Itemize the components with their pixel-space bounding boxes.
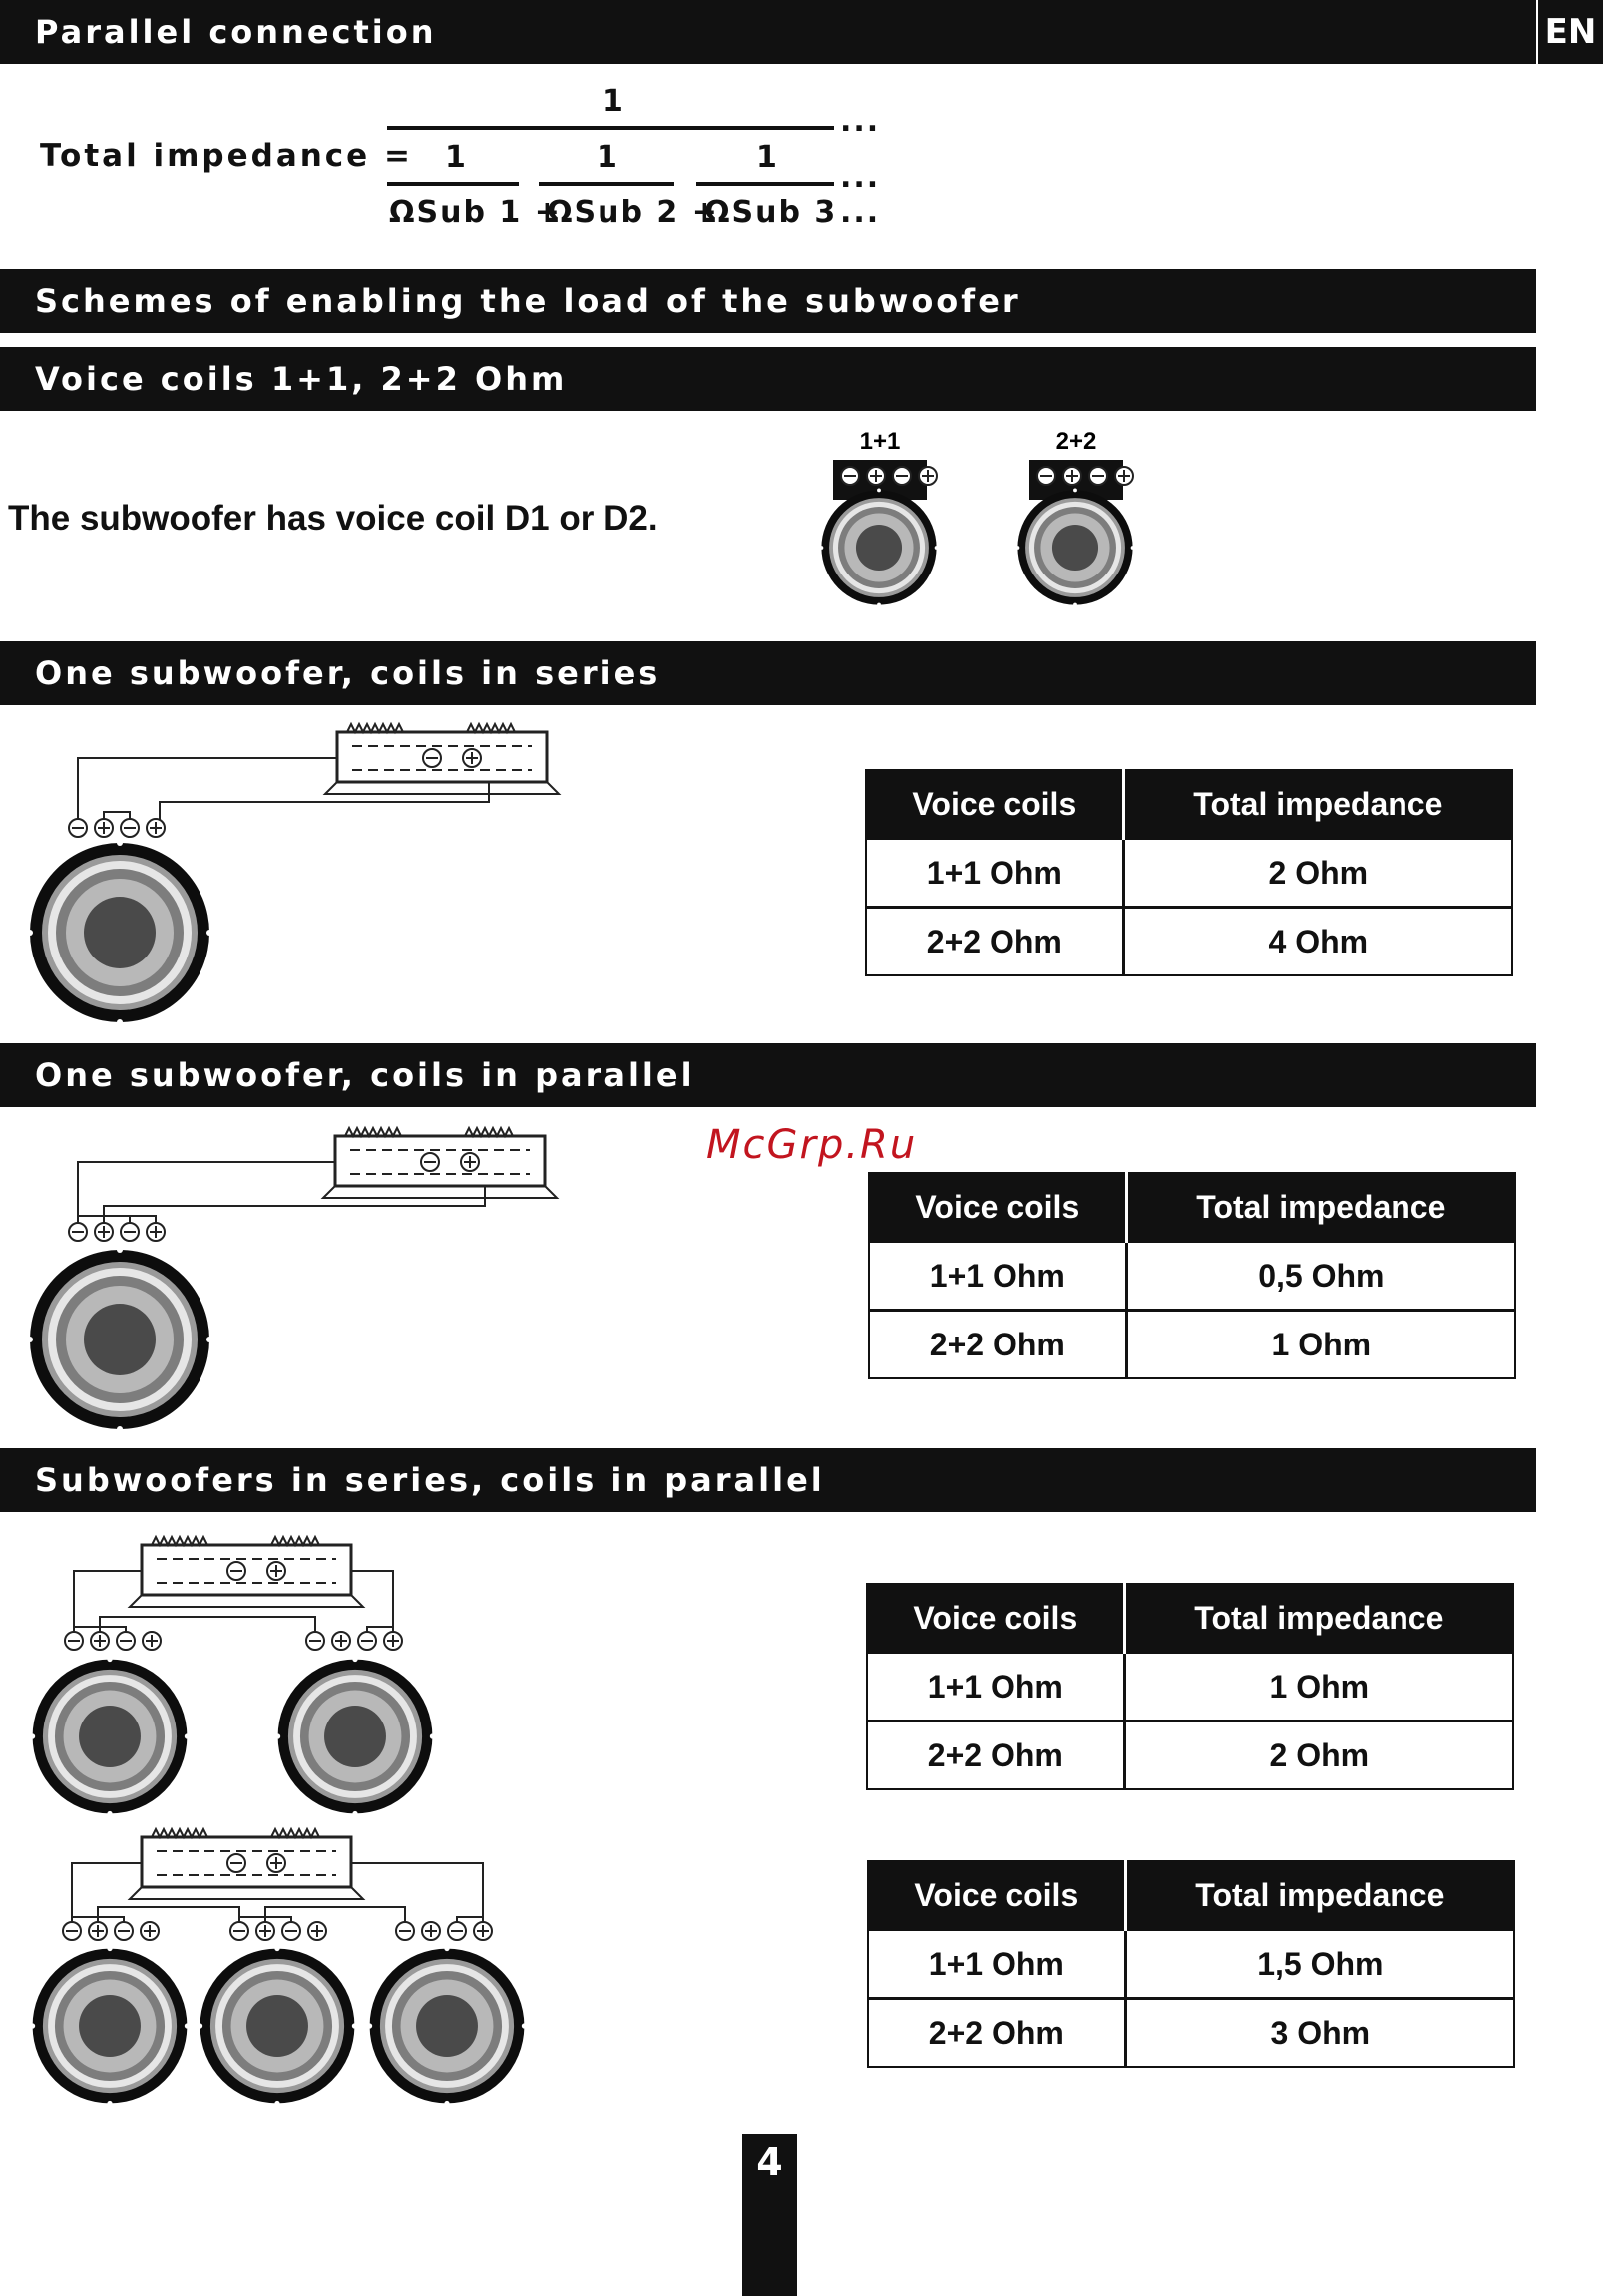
section-bar-voice-coils	[0, 347, 1536, 411]
watermark: McGrp.Ru	[706, 1122, 918, 1168]
cell: 0,5 Ohm	[1126, 1242, 1515, 1311]
subwoofer-icon	[367, 1946, 527, 2105]
cell: 1 Ohm	[1126, 1311, 1515, 1379]
cell: 1+1 Ohm	[867, 1653, 1124, 1722]
col-header: Total impedance	[1126, 1173, 1515, 1242]
section-title: One subwoofer, coils in series	[35, 654, 661, 692]
wire	[351, 1863, 483, 1931]
terminals-icon	[396, 1922, 492, 1940]
subwoofer-icon	[30, 1946, 190, 2105]
table-row	[867, 1722, 1513, 1790]
section-title: Subwoofers in series, coils in parallel	[35, 1461, 825, 1499]
section-bar-subs-series	[0, 1448, 1536, 1512]
subwoofer-icon	[30, 1657, 190, 1816]
cell: 4 Ohm	[1123, 908, 1512, 976]
term-denominator: ΩSub 2 +	[547, 195, 719, 230]
header-bar	[0, 0, 1536, 64]
col-header: Voice coils	[868, 1861, 1125, 1930]
table-row	[866, 839, 1512, 908]
section-title: Schemes of enabling the load of the subwoofer	[35, 282, 1021, 320]
section-bar-schemes	[0, 269, 1536, 333]
wire	[160, 782, 489, 828]
subwoofer-icon	[198, 1946, 357, 2105]
page-number: 4	[742, 2134, 797, 2296]
cell: 2+2 Ohm	[869, 1311, 1126, 1379]
section-bar-one-parallel	[0, 1043, 1536, 1107]
formula-label: Total impedance =	[40, 138, 413, 174]
table-row	[868, 1930, 1514, 1999]
formula-ellipsis: ...	[840, 195, 881, 230]
terminals-icon	[306, 1632, 402, 1650]
formula-main-line	[387, 126, 834, 130]
subwoofer-icon	[27, 1247, 212, 1431]
coil-label-1: 1+1	[859, 428, 901, 455]
terminals-icon	[69, 819, 165, 837]
cell: 1+1 Ohm	[869, 1242, 1126, 1311]
header-title: Parallel connection	[35, 13, 437, 51]
table-row	[869, 1242, 1515, 1311]
col-header: Total impedance	[1125, 1861, 1514, 1930]
formula-ellipsis: ...	[840, 104, 881, 139]
diagram-one-series	[20, 718, 579, 1027]
intro-text: The subwoofer has voice coil D1 or D2.	[8, 499, 658, 538]
term-line	[696, 182, 834, 186]
cell: 1 Ohm	[1124, 1653, 1513, 1722]
term-numerator: 1	[597, 140, 619, 175]
diagram-two-subs	[20, 1531, 479, 1820]
term-line	[539, 182, 674, 186]
subwoofer-icon	[819, 488, 938, 606]
table-row	[867, 1653, 1513, 1722]
amplifier-icon	[130, 1829, 363, 1899]
diagram-one-parallel	[20, 1122, 579, 1431]
section-title: One subwoofer, coils in parallel	[35, 1056, 695, 1094]
term-denominator: ΩSub 3	[704, 195, 838, 230]
col-header: Voice coils	[867, 1584, 1124, 1653]
terminals-icon	[69, 1223, 165, 1241]
amplifier-icon	[325, 724, 559, 794]
coil-label-2: 2+2	[1055, 428, 1097, 455]
term-numerator: 1	[756, 140, 779, 175]
col-header: Voice coils	[869, 1173, 1126, 1242]
coil-type-diagram	[798, 424, 1157, 623]
section-title: Voice coils 1+1, 2+2 Ohm	[35, 360, 568, 398]
table-row	[869, 1311, 1515, 1379]
coil-link	[78, 1216, 156, 1232]
impedance-table-one-series	[865, 769, 1513, 976]
terminals-icon	[63, 1922, 159, 1940]
col-header: Total impedance	[1124, 1584, 1513, 1653]
table-row	[866, 908, 1512, 976]
col-header: Total impedance	[1123, 770, 1512, 839]
wire	[78, 758, 337, 828]
term-numerator: 1	[445, 140, 468, 175]
wire	[78, 1162, 335, 1232]
amplifier-icon	[323, 1128, 557, 1198]
subwoofer-icon	[1015, 488, 1134, 606]
subwoofer-icon	[275, 1657, 435, 1816]
impedance-table-three-subs	[867, 1860, 1515, 2068]
cell: 1,5 Ohm	[1125, 1930, 1514, 1999]
cell: 1+1 Ohm	[866, 839, 1123, 908]
cell: 2+2 Ohm	[868, 1999, 1125, 2068]
formula-ellipsis: ...	[840, 160, 881, 194]
impedance-table-two-subs	[866, 1583, 1514, 1790]
col-header: Voice coils	[866, 770, 1123, 839]
cell: 2 Ohm	[1124, 1722, 1513, 1790]
impedance-formula	[0, 64, 998, 263]
section-bar-one-series	[0, 641, 1536, 705]
cell: 2+2 Ohm	[867, 1722, 1124, 1790]
diagram-three-subs	[20, 1823, 559, 2112]
term-line	[387, 182, 519, 186]
amplifier-icon	[130, 1537, 363, 1607]
subwoofer-icon	[27, 840, 212, 1025]
cell: 2+2 Ohm	[866, 908, 1123, 976]
terminals-icon	[230, 1922, 326, 1940]
impedance-table-one-parallel	[868, 1172, 1516, 1379]
cell: 3 Ohm	[1125, 1999, 1514, 2068]
cell: 1+1 Ohm	[868, 1930, 1125, 1999]
formula-numerator: 1	[602, 84, 625, 119]
cell: 2 Ohm	[1123, 839, 1512, 908]
term-denominator: ΩSub 1 +	[389, 195, 562, 230]
language-badge: EN	[1538, 0, 1603, 64]
table-row	[868, 1999, 1514, 2068]
terminals-icon	[65, 1632, 161, 1650]
